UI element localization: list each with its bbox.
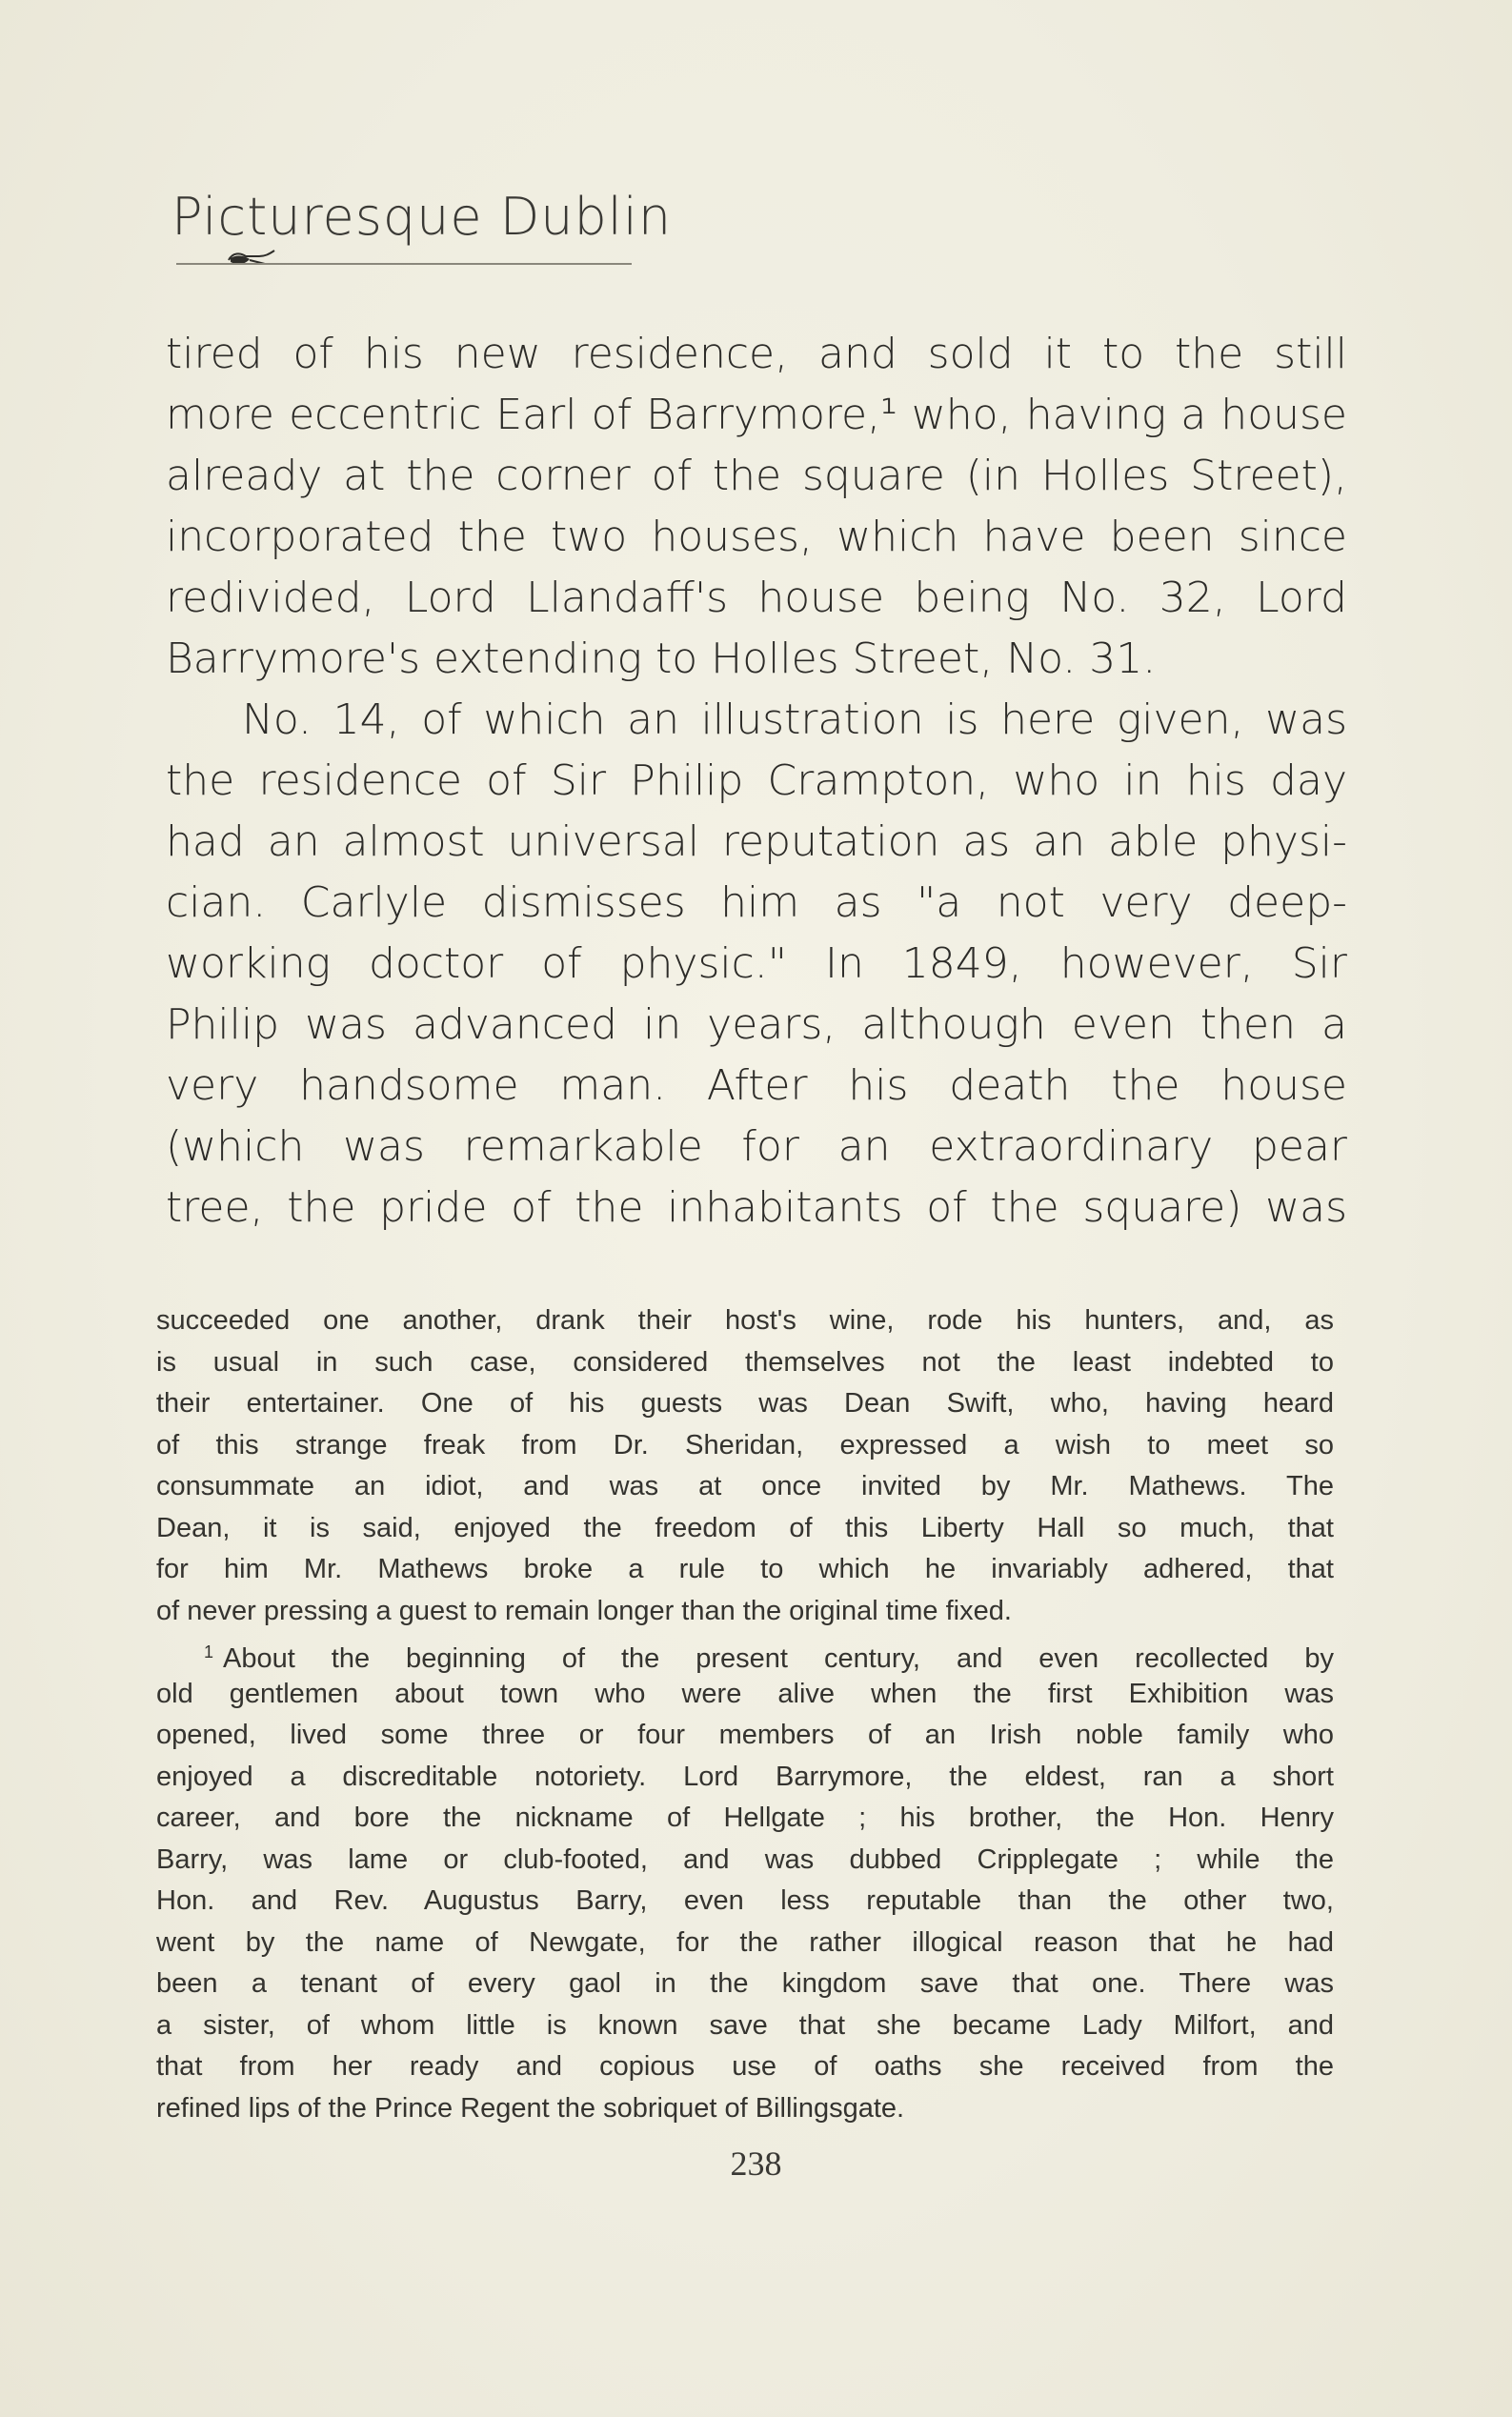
text-line: tired of his new residence, and sold it to the still	[166, 330, 1347, 378]
footnote-line: of never pressing a guest to remain longer than the original time fixed.	[156, 1595, 1012, 1626]
footnotes	[156, 1300, 1334, 2129]
text-line: already at the corner of the square (in Holles Street),	[166, 452, 1347, 500]
footnote-first-line	[156, 1632, 1334, 1674]
footnote-line: Hon. and Rev. Augustus Barry, even less reputable than the other two,	[156, 1885, 1334, 1916]
footnote-line: opened, lived some three or four members of an Irish noble family who	[156, 1720, 1334, 1750]
running-title: Picturesque Dublin	[171, 187, 673, 247]
text-line: redivided, Lord Llandaff's house being No. 32, Lord	[166, 574, 1347, 622]
footnote-marker: 1	[204, 1642, 214, 1662]
footnote-line: Dean, it is said, enjoyed the freedom of this Liberty Hall so much, that	[156, 1512, 1334, 1543]
text-line: the residence of Sir Philip Crampton, who in his day	[166, 756, 1347, 805]
header-rule	[176, 263, 632, 265]
text-line: cian. Carlyle dismisses him as "a not very deep-	[166, 878, 1347, 927]
footnote-line: their entertainer. One of his guests was Dean Swift, who, having heard	[156, 1388, 1334, 1419]
text-line: (which was remarkable for an extraordinary pear	[166, 1122, 1347, 1171]
text-line: No. 14, of which an illustration is here given, was	[242, 695, 1347, 744]
footnote-line: Barry, was lame or club-footed, and was dubbed Cripplegate ; while the	[156, 1843, 1334, 1875]
footnote-line: succeeded one another, drank their host's wine, rode his hunters, and, as	[156, 1305, 1334, 1336]
footnote-line: been a tenant of every gaol in the kingdom save that one. There was	[156, 1968, 1334, 1999]
footnote-line: refined lips of the Prince Regent the sobriquet of Billingsgate.	[156, 2092, 905, 2124]
main-text	[166, 324, 1347, 1239]
footnote-line: enjoyed a discreditable notoriety. Lord Barrymore, the eldest, ran a short	[156, 1761, 1334, 1792]
footnote-line: of this strange freak from Dr. Sheridan, expressed a wish to meet so	[156, 1429, 1334, 1460]
pointing-hand-ornament-icon	[227, 247, 276, 274]
footnote-line: that from her ready and copious use of oaths she received from the	[156, 2051, 1334, 2082]
text-line: working doctor of physic." In 1849, however, Sir	[166, 939, 1347, 988]
footnote-line: career, and bore the nickname of Hellgate ; his brother, the Hon. Henry	[156, 1803, 1334, 1833]
running-header	[171, 187, 762, 280]
footnote-line: old gentlemen about town who were alive when the first Exhibition was	[156, 1678, 1334, 1709]
text-line: incorporated the two houses, which have been since	[166, 513, 1347, 561]
page-number: 238	[730, 2145, 782, 2183]
text-line: Philip was advanced in years, although even then a	[166, 1000, 1347, 1049]
text-line: had an almost universal reputation as an able physi-	[166, 817, 1347, 866]
text-line: very handsome man. After his death the house	[166, 1061, 1347, 1110]
footnote-line: for him Mr. Mathews broke a rule to which he invariably adhered, that	[156, 1554, 1334, 1584]
footnote-line: consummate an idiot, and was at once invited by Mr. Mathews. The	[156, 1471, 1334, 1501]
text-line: Barrymore's extending to Holles Street, No. 31.	[166, 634, 1157, 683]
footnote-text: About the beginning of the present century, and even recollected by	[223, 1643, 1334, 1674]
footnote-line: is usual in such case, considered themselves not the least indebted to	[156, 1346, 1334, 1378]
footnote-line: a sister, of whom little is known save that she became Lady Milfort, and	[156, 2009, 1334, 2041]
footnote-line: went by the name of Newgate, for the rather illogical reason that he had	[156, 1926, 1334, 1958]
text-line: more eccentric Earl of Barrymore,¹ who, having a house	[166, 391, 1347, 439]
text-line: tree, the pride of the inhabitants of the square) was	[166, 1183, 1347, 1232]
